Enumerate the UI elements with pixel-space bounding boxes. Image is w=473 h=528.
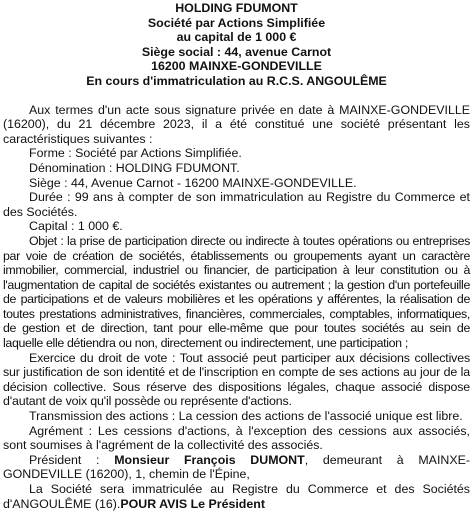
forme-line: Forme : Société par Actions Simplifiée. — [29, 146, 242, 161]
objet-paragraph: Objet : la prise de participation directe ou indirecte à toutes opérations ou entreprises par voie de création de sociétés, établissements ou groupements ayant un caractère immobilier, commercial, industriel ou financier, de participation à leur constitution ou à l'augmentation de capital de sociétés existantes ou autrement ; la gestion d'un portefeuille de participations et de valeurs mobilières et les opérations y afférentes, la réalisation de toutes prestations administratives, financières, commerciales, comptables, informatiques, de gestion et de direction, tant pour elle-même que pour toutes sociétés au sein de laquelle elle détiendra ou non, directement ou indirectement, une participation ; — [3, 233, 470, 351]
company-city: 16200 MAINXE-GONDEVILLE — [151, 59, 322, 74]
president-paragraph — [3, 453, 470, 482]
registration-status: En cours d'immatriculation au R.C.S. ANGOULÊME — [86, 73, 387, 88]
president-address: , demeurant à MAINXE-GONDEVILLE (16200), 1, chemin de l'Épine, — [3, 452, 470, 482]
transmission-line: Transmission des actions : La cession des actions de l'associé unique est libre. — [29, 409, 463, 424]
president-label: Président : — [29, 452, 115, 467]
company-capital: au capital de 1 000 € — [176, 30, 297, 45]
company-seat: Siège social : 44, avenue Carnot — [141, 44, 332, 59]
company-form: Société par Actions Simplifiée — [147, 15, 326, 30]
vote-paragraph: Exercice du droit de vote : Tout associé peut participer aux décisions collectives sur justification de son identité et de l'inscription en compte de ses actions au jour de la décision collective. Sous réserve des dispositions légales, chaque associé dispose d'autant de voix qu'il possède ou représente d'actions. — [3, 350, 470, 409]
president-name: Monsieur François DUMONT — [114, 452, 305, 467]
agrement-paragraph: Agrément : Les cessions d'actions, à l'exception des cessions aux associés, sont soumises à l'agrément de la collectivité des associés. — [3, 423, 470, 453]
duree-paragraph: Durée : 99 ans à compter de son immatriculation au Registre du Commerce et des Sociétés. — [3, 190, 470, 219]
immatriculation-paragraph — [3, 482, 470, 511]
company-name: HOLDING FDUMONT — [175, 1, 298, 15]
intro-paragraph: Aux termes d'un acte sous signature privée en date à MAINXE-GONDEVILLE (16200), du 21 décembre 2023, il a été constitué une société présentant les caractéristiques suivantes : — [3, 102, 470, 146]
immatriculation-text: La Société sera immatriculée au Registre du Commerce et des Sociétés d'ANGOULÊME (16). — [3, 482, 470, 511]
spacer — [3, 89, 470, 103]
siege-line: Siège : 44, Avenue Carnot - 16200 MAINXE-GONDEVILLE. — [29, 175, 357, 190]
denomination-line: Dénomination : HOLDING FDUMONT. — [29, 160, 240, 175]
notice-header — [3, 1, 470, 89]
capital-line: Capital : 1 000 €. — [29, 219, 123, 234]
closing-signature: POUR AVIS Le Président — [120, 496, 265, 511]
